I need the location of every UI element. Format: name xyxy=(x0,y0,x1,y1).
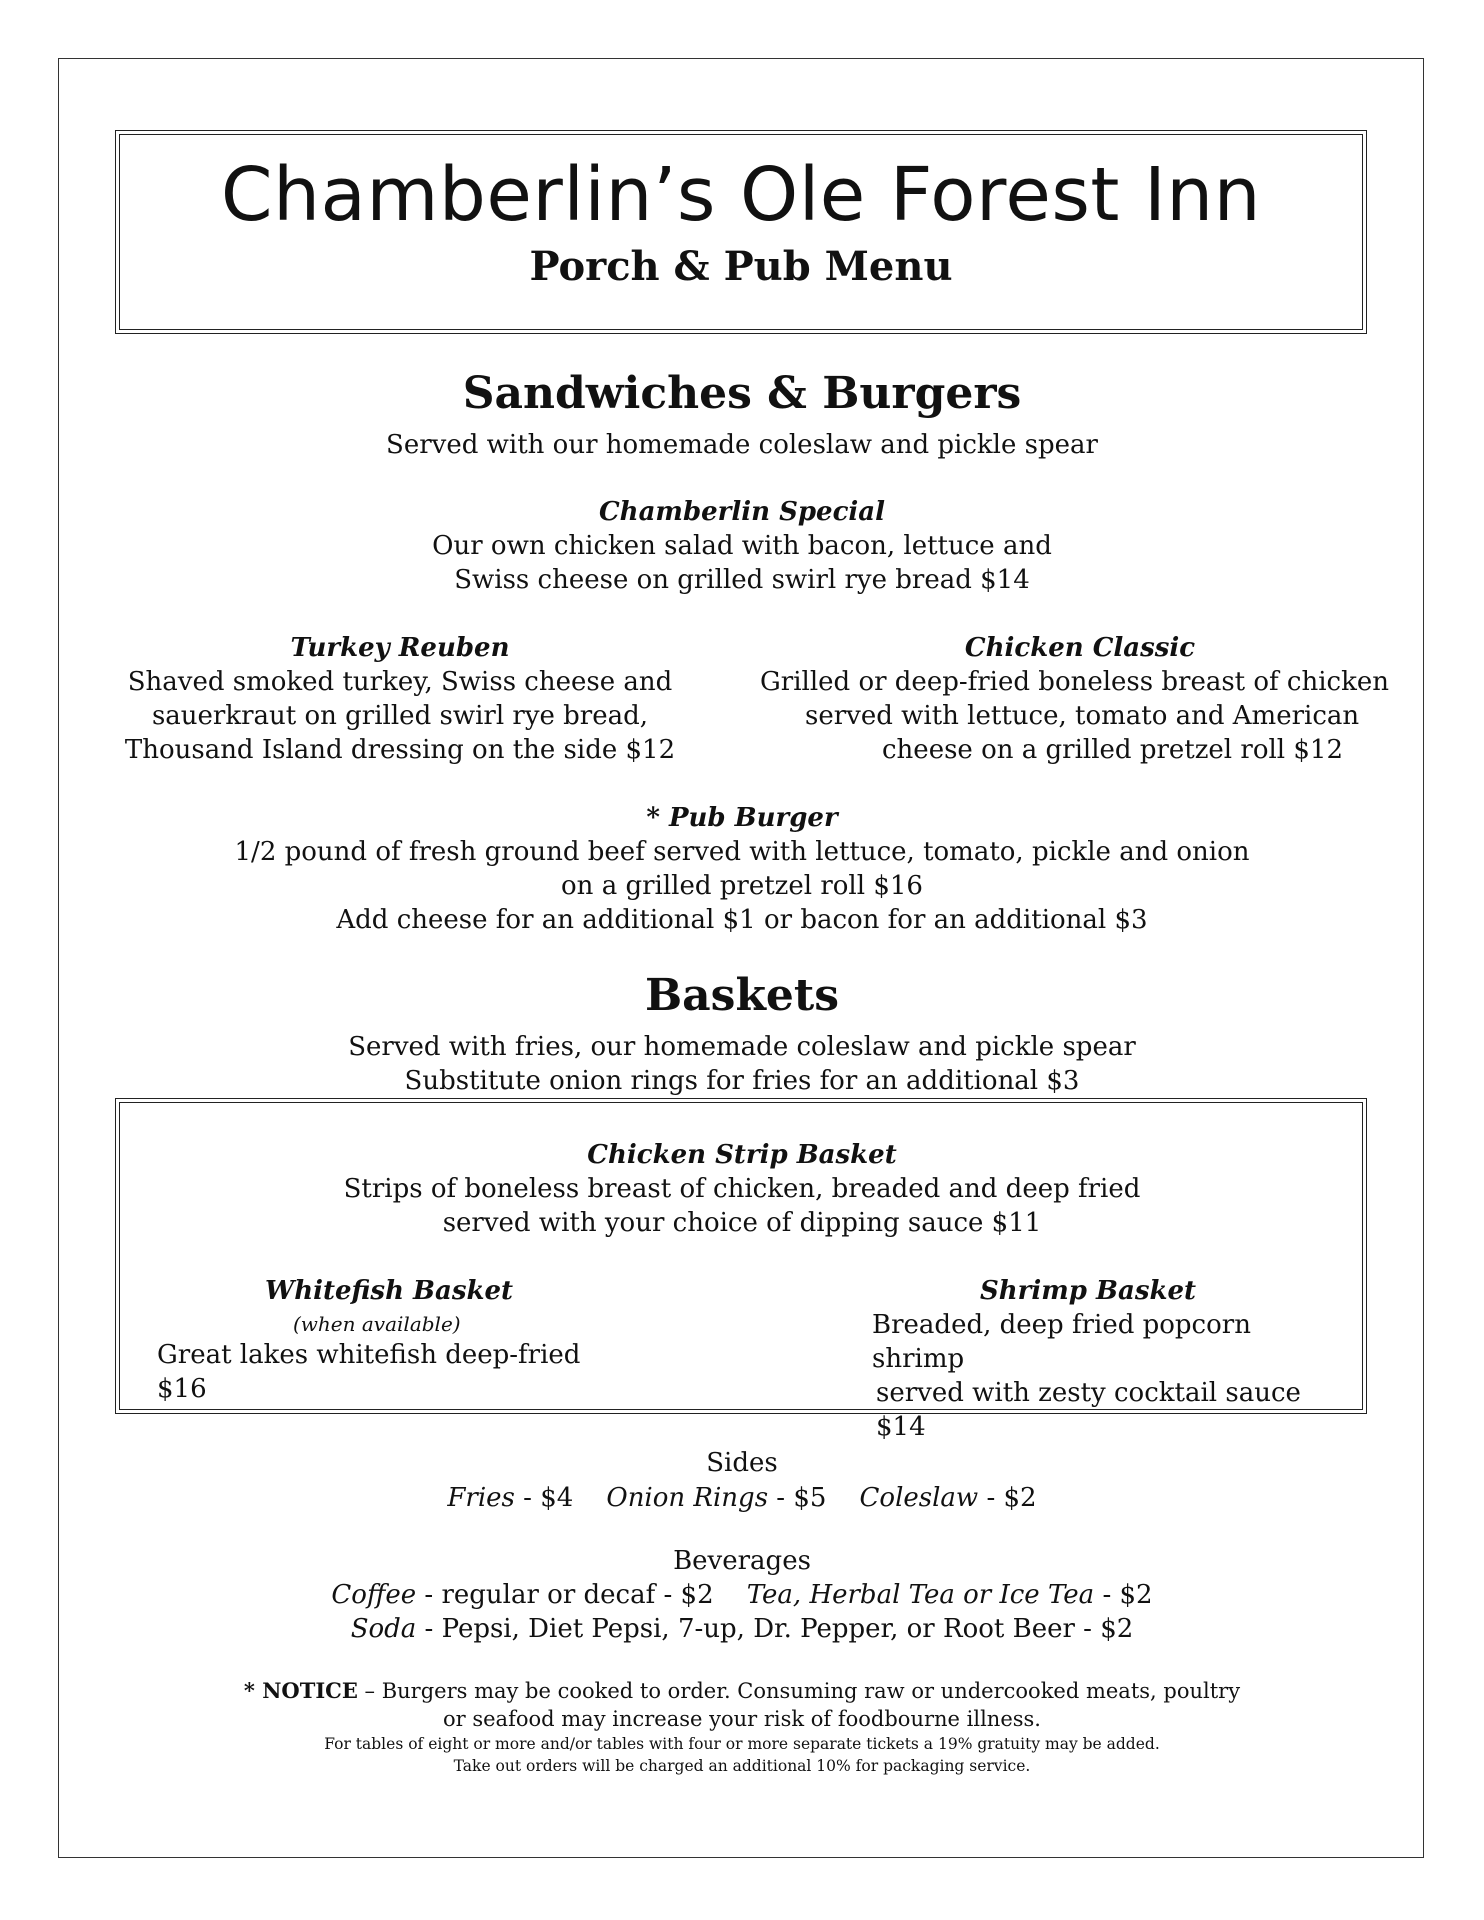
shrimp-basket-name: Shrimp Basket xyxy=(980,1276,1197,1306)
chamberlin-special-desc-line: Our own chicken salad with bacon, lettuce and xyxy=(432,531,1052,561)
chicken-strip-basket-desc-line: served with your choice of dipping sauce $11 xyxy=(442,1208,1042,1238)
chicken-strip-basket-name: Chicken Strip Basket xyxy=(587,1140,897,1170)
baskets-heading: Baskets xyxy=(644,970,840,1021)
side-item-price: - $2 xyxy=(978,1483,1037,1513)
beverages-heading: Beverages xyxy=(673,1546,811,1576)
chicken-classic-desc-line: cheese on a grilled pretzel roll $12 xyxy=(882,735,1343,765)
soda-line xyxy=(0,1612,1484,1646)
chamberlin-special-name: Chamberlin Special xyxy=(598,497,885,527)
sides-list xyxy=(0,1481,1484,1515)
coffee-name: Coffee xyxy=(331,1580,417,1610)
chicken-classic-name: Chicken Classic xyxy=(964,633,1196,663)
whitefish-availability: (when available) xyxy=(293,1312,461,1336)
side-item-name: Onion Rings xyxy=(606,1483,769,1513)
notice-line xyxy=(0,1677,1484,1705)
soda-detail: - Pepsi, Diet Pepsi, 7-up, Dr. Pepper, or Root Beer - $2 xyxy=(416,1614,1134,1644)
turkey-reuben-name: Turkey Reuben xyxy=(290,633,510,663)
pub-burger-name: * Pub Burger xyxy=(646,803,838,833)
side-item-name: Coleslaw xyxy=(859,1483,979,1513)
notice-label: * NOTICE xyxy=(243,1678,358,1703)
notice-text: – Burgers may be cooked to order. Consuming raw or undercooked meats, poultry xyxy=(357,1679,1241,1703)
turkey-reuben-desc-line: Shaved smoked turkey, Swiss cheese and xyxy=(127,667,673,697)
baskets-substitute: Substitute onion rings for fries for an additional $3 xyxy=(404,1066,1080,1096)
shrimp-basket-desc-line: Breaded, deep fried popcorn shrimp xyxy=(872,1310,1251,1374)
sandwiches-served-with: Served with our homemade coleslaw and pickle spear xyxy=(386,430,1098,460)
chicken-strip-basket-desc-line: Strips of boneless breast of chicken, breaded and deep fried xyxy=(343,1174,1141,1204)
shrimp-basket-item xyxy=(820,1274,1340,1444)
title-box xyxy=(115,130,1367,334)
side-item-name: Fries xyxy=(447,1483,515,1513)
coffee-detail: - regular or decaf - $2 xyxy=(416,1580,714,1610)
side-item-price: - $4 xyxy=(514,1483,574,1513)
restaurant-name: Chamberlin’s Ole Forest Inn xyxy=(220,152,1262,238)
baskets-served-with: Served with fries, our homemade coleslaw and pickle spear xyxy=(348,1032,1136,1062)
side-item-price: - $5 xyxy=(768,1483,827,1513)
takeout-note: Take out orders will be charged an additional 10% for packaging service. xyxy=(453,1757,1031,1775)
chicken-classic-desc-line: Grilled or deep-fried boneless breast of chicken xyxy=(760,667,1390,697)
pub-burger-desc-line: 1/2 pound of fresh ground beef served with lettuce, tomato, pickle and onion xyxy=(234,837,1250,867)
turkey-reuben-desc-line: sauerkraut on grilled swirl rye bread, xyxy=(151,701,649,731)
whitefish-basket-item xyxy=(130,1274,620,1406)
sides-heading: Sides xyxy=(706,1448,778,1478)
notice-line-2: or seafood may increase your risk of foodbourne illness. xyxy=(443,1707,1041,1731)
chamberlin-special-desc-line: Swiss cheese on grilled swirl rye bread $14 xyxy=(454,565,1030,595)
whitefish-basket-name: Whitefish Basket xyxy=(265,1276,514,1306)
tea-name: Tea, Herbal Tea or Ice Tea xyxy=(746,1580,1095,1610)
gratuity-note: For tables of eight or more and/or tables with four or more separate tickets a 19% gratuity may be added. xyxy=(324,1735,1160,1753)
turkey-reuben-item xyxy=(100,631,700,767)
whitefish-basket-desc-line: Great lakes whitefish deep-fried $16 xyxy=(157,1340,581,1404)
shrimp-basket-desc-line: served with zesty cocktail sauce $14 xyxy=(876,1378,1301,1442)
sandwiches-heading: Sandwiches & Burgers xyxy=(462,368,1022,419)
menu-title: Porch & Pub Menu xyxy=(529,243,953,290)
beverages-line xyxy=(0,1578,1484,1612)
pub-burger-desc-line: Add cheese for an additional $1 or bacon for an additional $3 xyxy=(336,905,1148,935)
pub-burger-desc-line: on a grilled pretzel roll $16 xyxy=(561,871,923,901)
turkey-reuben-desc-line: Thousand Island dressing on the side $12 xyxy=(124,735,676,765)
soda-name: Soda xyxy=(350,1614,417,1644)
tea-detail: - $2 xyxy=(1094,1580,1153,1610)
chicken-classic-desc-line: served with lettuce, tomato and American xyxy=(805,701,1360,731)
chicken-classic-item xyxy=(740,631,1400,767)
